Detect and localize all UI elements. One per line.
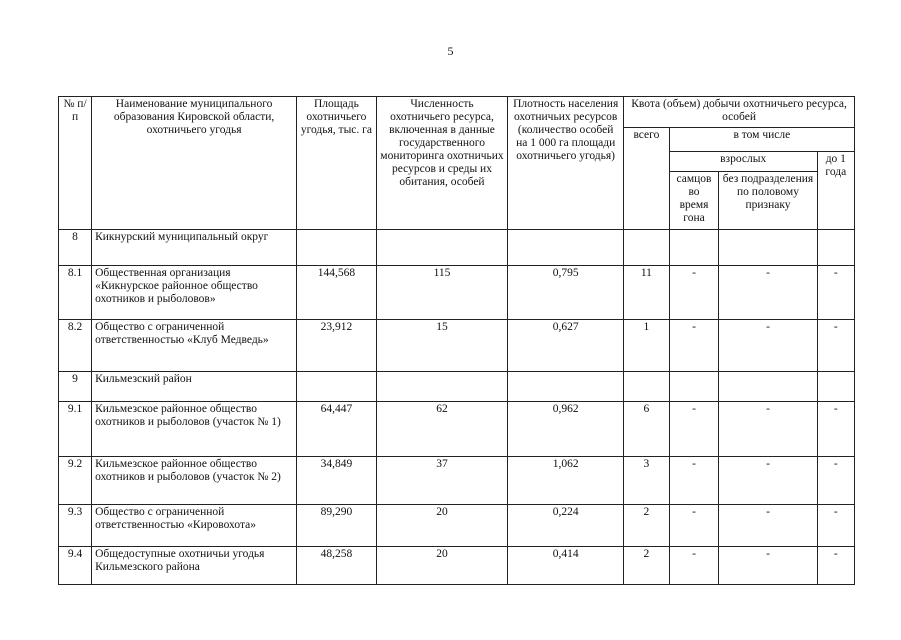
- cell-no: 9.1: [59, 402, 92, 457]
- cell-name: Общедоступные охотничьи угодья Кильмезского района: [92, 547, 297, 585]
- cell-density: 0,224: [508, 505, 624, 547]
- cell-young: -: [817, 402, 854, 457]
- cell-count: [376, 230, 507, 266]
- cell-name: Кильмезское районное общество охотников и рыболовов (участок № 1): [92, 402, 297, 457]
- cell-total: 3: [624, 457, 670, 505]
- cell-count: [376, 372, 507, 402]
- cell-area: 89,290: [297, 505, 377, 547]
- cell-total: [624, 372, 670, 402]
- cell-no-sex: [719, 372, 817, 402]
- table-row: [59, 372, 855, 402]
- cell-no-sex: -: [719, 320, 817, 372]
- header-including: в том числе: [669, 128, 854, 152]
- header-adults: взрослых: [669, 152, 817, 172]
- cell-no-sex: -: [719, 547, 817, 585]
- cell-rut-males: -: [669, 320, 719, 372]
- cell-no-sex: [719, 230, 817, 266]
- cell-young: -: [817, 266, 854, 320]
- cell-rut-males: -: [669, 457, 719, 505]
- cell-young: -: [817, 505, 854, 547]
- cell-name: Кильмезское районное общество охотников и рыболовов (участок № 2): [92, 457, 297, 505]
- cell-total: 6: [624, 402, 670, 457]
- header-rut-males: самцов во время гона: [669, 172, 719, 230]
- cell-area: 23,912: [297, 320, 377, 372]
- quota-table: [58, 96, 855, 585]
- header-density: Плотность населения охотничьих ресурсов (количество особей на 1 000 га площади охотничьего угодья): [508, 97, 624, 230]
- cell-area: 48,258: [297, 547, 377, 585]
- cell-rut-males: [669, 230, 719, 266]
- cell-rut-males: [669, 372, 719, 402]
- cell-area: 34,849: [297, 457, 377, 505]
- cell-name: Кильмезский район: [92, 372, 297, 402]
- cell-name: Общество с ограниченной ответственностью «Клуб Медведь»: [92, 320, 297, 372]
- table-row: [59, 320, 855, 372]
- header-count: Численность охотничьего ресурса, включенная в данные государственного мониторинга охотничьих ресурсов и среды их обитания, особей: [376, 97, 507, 230]
- cell-count: 62: [376, 402, 507, 457]
- cell-no: 9.4: [59, 547, 92, 585]
- table-row: [59, 402, 855, 457]
- cell-area: [297, 230, 377, 266]
- cell-count: 37: [376, 457, 507, 505]
- cell-total: 11: [624, 266, 670, 320]
- cell-no: 9.2: [59, 457, 92, 505]
- table-body: [59, 230, 855, 585]
- cell-young: -: [817, 457, 854, 505]
- header-total: всего: [624, 128, 670, 230]
- header-no-sex: без подразделения по половому признаку: [719, 172, 817, 230]
- cell-density: 1,062: [508, 457, 624, 505]
- cell-density: [508, 372, 624, 402]
- header-no: № п/п: [59, 97, 92, 230]
- cell-young: -: [817, 320, 854, 372]
- cell-rut-males: -: [669, 505, 719, 547]
- cell-young: [817, 230, 854, 266]
- cell-no: 9: [59, 372, 92, 402]
- cell-no: 8.1: [59, 266, 92, 320]
- cell-name: Кикнурский муниципальный округ: [92, 230, 297, 266]
- header-name: Наименование муниципального образования Кировской области, охотничьего угодья: [92, 97, 297, 230]
- table-row: [59, 547, 855, 585]
- cell-area: 64,447: [297, 402, 377, 457]
- cell-area: [297, 372, 377, 402]
- cell-area: 144,568: [297, 266, 377, 320]
- cell-total: 2: [624, 505, 670, 547]
- table-row: [59, 266, 855, 320]
- table-row: [59, 505, 855, 547]
- cell-no-sex: -: [719, 266, 817, 320]
- cell-density: 0,414: [508, 547, 624, 585]
- header-quota: Квота (объем) добычи охотничьего ресурса, особей: [624, 97, 855, 128]
- cell-name: Общественная организация «Кикнурское районное общество охотников и рыболовов»: [92, 266, 297, 320]
- cell-total: [624, 230, 670, 266]
- table-row: [59, 230, 855, 266]
- cell-count: 20: [376, 547, 507, 585]
- cell-total: 2: [624, 547, 670, 585]
- cell-rut-males: -: [669, 547, 719, 585]
- cell-no: 8.2: [59, 320, 92, 372]
- cell-count: 115: [376, 266, 507, 320]
- cell-density: 0,795: [508, 266, 624, 320]
- cell-density: 0,627: [508, 320, 624, 372]
- cell-rut-males: -: [669, 266, 719, 320]
- cell-young: [817, 372, 854, 402]
- header-young: до 1 года: [817, 152, 854, 230]
- cell-no: 8: [59, 230, 92, 266]
- cell-no: 9.3: [59, 505, 92, 547]
- cell-count: 15: [376, 320, 507, 372]
- cell-name: Общество с ограниченной ответственностью «Кировохота»: [92, 505, 297, 547]
- cell-no-sex: -: [719, 402, 817, 457]
- cell-density: 0,962: [508, 402, 624, 457]
- cell-density: [508, 230, 624, 266]
- table-header: [59, 97, 855, 230]
- page-number: 5: [447, 44, 454, 58]
- cell-no-sex: -: [719, 457, 817, 505]
- cell-count: 20: [376, 505, 507, 547]
- header-area: Площадь охотничьего угодья, тыс. га: [297, 97, 377, 230]
- cell-no-sex: -: [719, 505, 817, 547]
- table-row: [59, 457, 855, 505]
- cell-young: -: [817, 547, 854, 585]
- cell-rut-males: -: [669, 402, 719, 457]
- cell-total: 1: [624, 320, 670, 372]
